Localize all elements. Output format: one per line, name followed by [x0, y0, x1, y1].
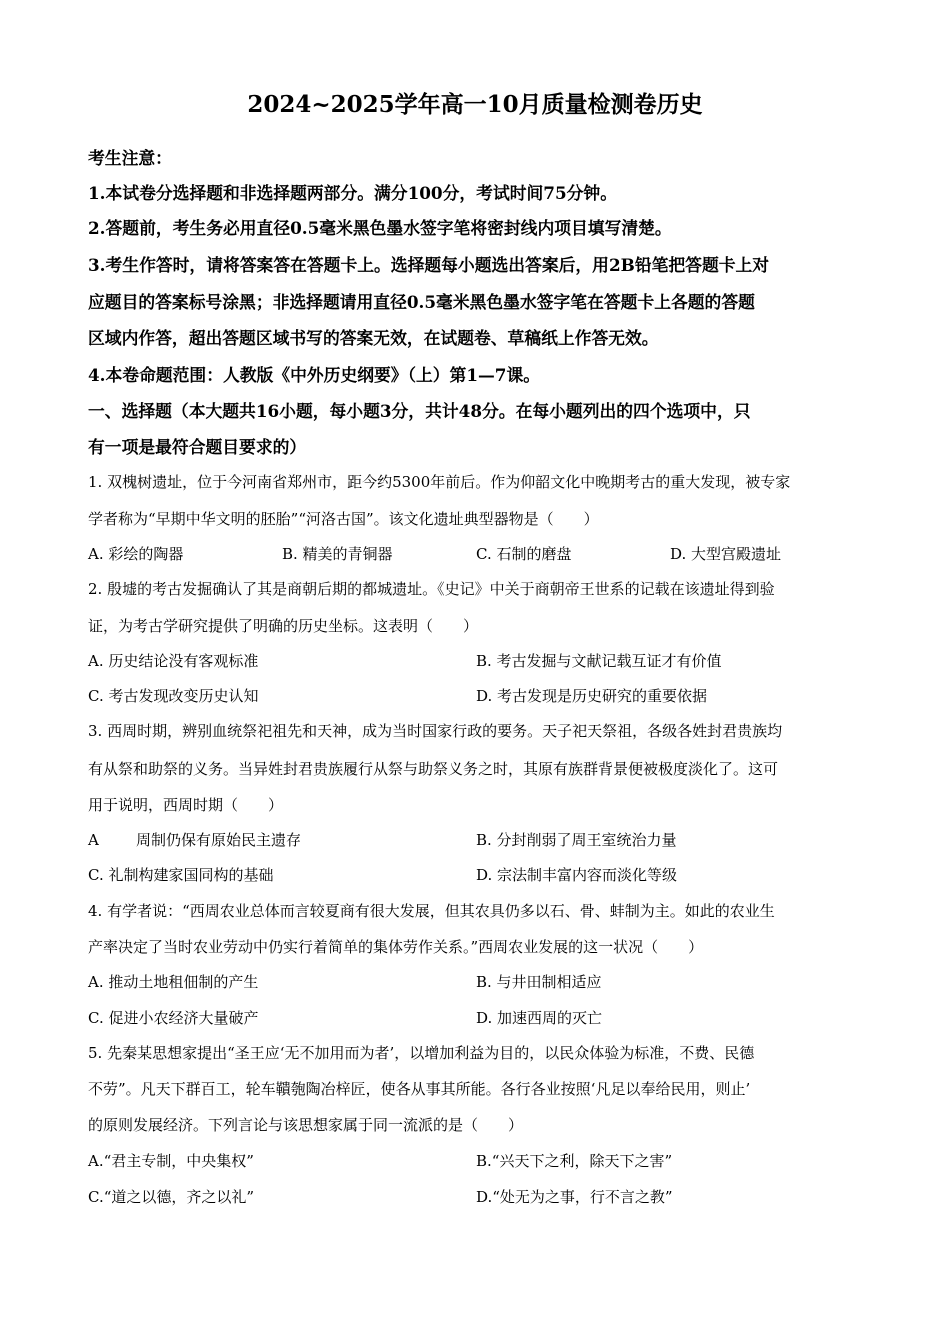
- question-1-option-d: D. 大型宫殿遗址: [670, 545, 782, 563]
- notice-line-5: 区域内作答，超出答题区域书写的答案无效，在试题卷、草稿纸上作答无效。: [88, 328, 659, 348]
- question-1-option-a: A. 彩绘的陶器: [88, 545, 184, 563]
- notice-line-4: 应题目的答案标号涂黑；非选择题请用直径0.5毫米黑色墨水签字笔在答题卡上各题的答题: [88, 292, 755, 312]
- question-2-stem-line-1: 2. 殷墟的考古发掘确认了其是商朝后期的都城遗址。《史记》中关于商朝帝王世系的记载在该遗址得到验: [88, 580, 775, 598]
- question-2-option-c: C. 考古发现改变历史认知: [88, 687, 259, 705]
- question-5-option-c: C.“道之以德，齐之以礼”: [88, 1188, 255, 1206]
- section-heading-line-1: 一、选择题（本大题共16小题，每小题3分，共计48分。在每小题列出的四个选项中，只: [88, 401, 751, 421]
- question-5-option-a: A.“君主专制，中央集权”: [88, 1152, 254, 1170]
- question-3-option-a: [88, 826, 301, 854]
- question-4-option-d: D. 加速西周的灭亡: [476, 1009, 603, 1027]
- question-1-option-b: B. 精美的青铜器: [282, 545, 393, 563]
- question-4-option-c: C. 促进小农经济大量破产: [88, 1009, 259, 1027]
- question-1-stem-line-1: 1. 双槐树遗址，位于今河南省郑州市，距今约5300年前后。作为仰韶文化中晚期考古的重大发现，被专家: [88, 473, 791, 491]
- question-3-stem-line-1: 3. 西周时期，辨别血统祭祀祖先和天神，成为当时国家行政的要务。天子祀天祭祖，各级各姓封君贵族均: [88, 722, 783, 740]
- notice-line-6: 4.本卷命题范围：人教版《中外历史纲要》（上）第1—7课。: [88, 365, 541, 385]
- question-5-option-d: D.“处无为之事，行不言之教”: [476, 1188, 673, 1206]
- question-3-option-a-letter: A: [88, 831, 99, 849]
- question-1-option-c: C. 石制的磨盘: [476, 545, 572, 563]
- question-3-option-a-text: 周制仍保有原始民主遗存: [136, 831, 302, 849]
- question-4-stem-line-2: 产率决定了当时农业劳动中仍实行着简单的集体劳作关系。”西周农业发展的这一状况（ ）: [88, 938, 704, 956]
- section-heading-line-2: 有一项是最符合题目要求的）: [88, 437, 307, 457]
- question-2-option-d: D. 考古发现是历史研究的重要依据: [476, 687, 708, 705]
- question-2-option-a: A. 历史结论没有客观标准: [88, 652, 259, 670]
- notice-line-3: 3.考生作答时，请将答案答在答题卡上。选择题每小题选出答案后，用2B铅笔把答题卡上对: [88, 255, 770, 275]
- question-2-stem-line-2: 证，为考古学研究提供了明确的历史坐标。这表明（ ）: [88, 617, 479, 635]
- question-3-option-c: C. 礼制构建家国同构的基础: [88, 866, 274, 884]
- question-5-stem-line-2: 不劳”。凡天下群百工，轮车鞼匏陶冶梓匠，使各从事其所能。各行各业按照‘凡足以奉给民用，则止’: [88, 1080, 751, 1098]
- question-2-option-b: B. 考古发掘与文献记载互证才有价值: [476, 652, 722, 670]
- question-5-stem-line-3: 的原则发展经济。下列言论与该思想家属于同一流派的是（ ）: [88, 1116, 524, 1134]
- question-5-option-b: B.“兴天下之利，除天下之害”: [476, 1152, 673, 1170]
- question-3-option-b: B. 分封削弱了周王室统治力量: [476, 831, 677, 849]
- question-1-stem-line-2: 学者称为“早期中华文明的胚胎”“河洛古国”。该文化遗址典型器物是（ ）: [88, 510, 599, 528]
- notice-line-2: 2.答题前，考生务必用直径0.5毫米黑色墨水签字笔将密封线内项目填写清楚。: [88, 218, 672, 238]
- question-3-option-d: D. 宗法制丰富内容而淡化等级: [476, 866, 678, 884]
- page-title: 2024~2025学年高一10月质量检测卷历史: [247, 91, 703, 118]
- question-4-option-a: A. 推动土地租佃制的产生: [88, 973, 259, 991]
- question-3-stem-line-3: 用于说明，西周时期（ ）: [88, 796, 284, 814]
- question-4-stem-line-1: 4. 有学者说：“西周农业总体而言较夏商有很大发展，但其农具仍多以石、骨、蚌制为主。如此的农业生: [88, 902, 775, 920]
- question-4-option-b: B. 与井田制相适应: [476, 973, 602, 991]
- question-5-stem-line-1: 5. 先秦某思想家提出“圣王应‘无不加用而为者’，以增加利益为目的，以民众体验为标准，不费、民德: [88, 1044, 755, 1062]
- notice-heading: 考生注意：: [88, 148, 172, 168]
- question-3-stem-line-2: 有从祭和助祭的义务。当异姓封君贵族履行从祭与助祭义务之时，其原有族群背景便被极度淡化了。这可: [88, 760, 779, 778]
- notice-line-1: 1.本试卷分选择题和非选择题两部分。满分100分，考试时间75分钟。: [88, 183, 617, 203]
